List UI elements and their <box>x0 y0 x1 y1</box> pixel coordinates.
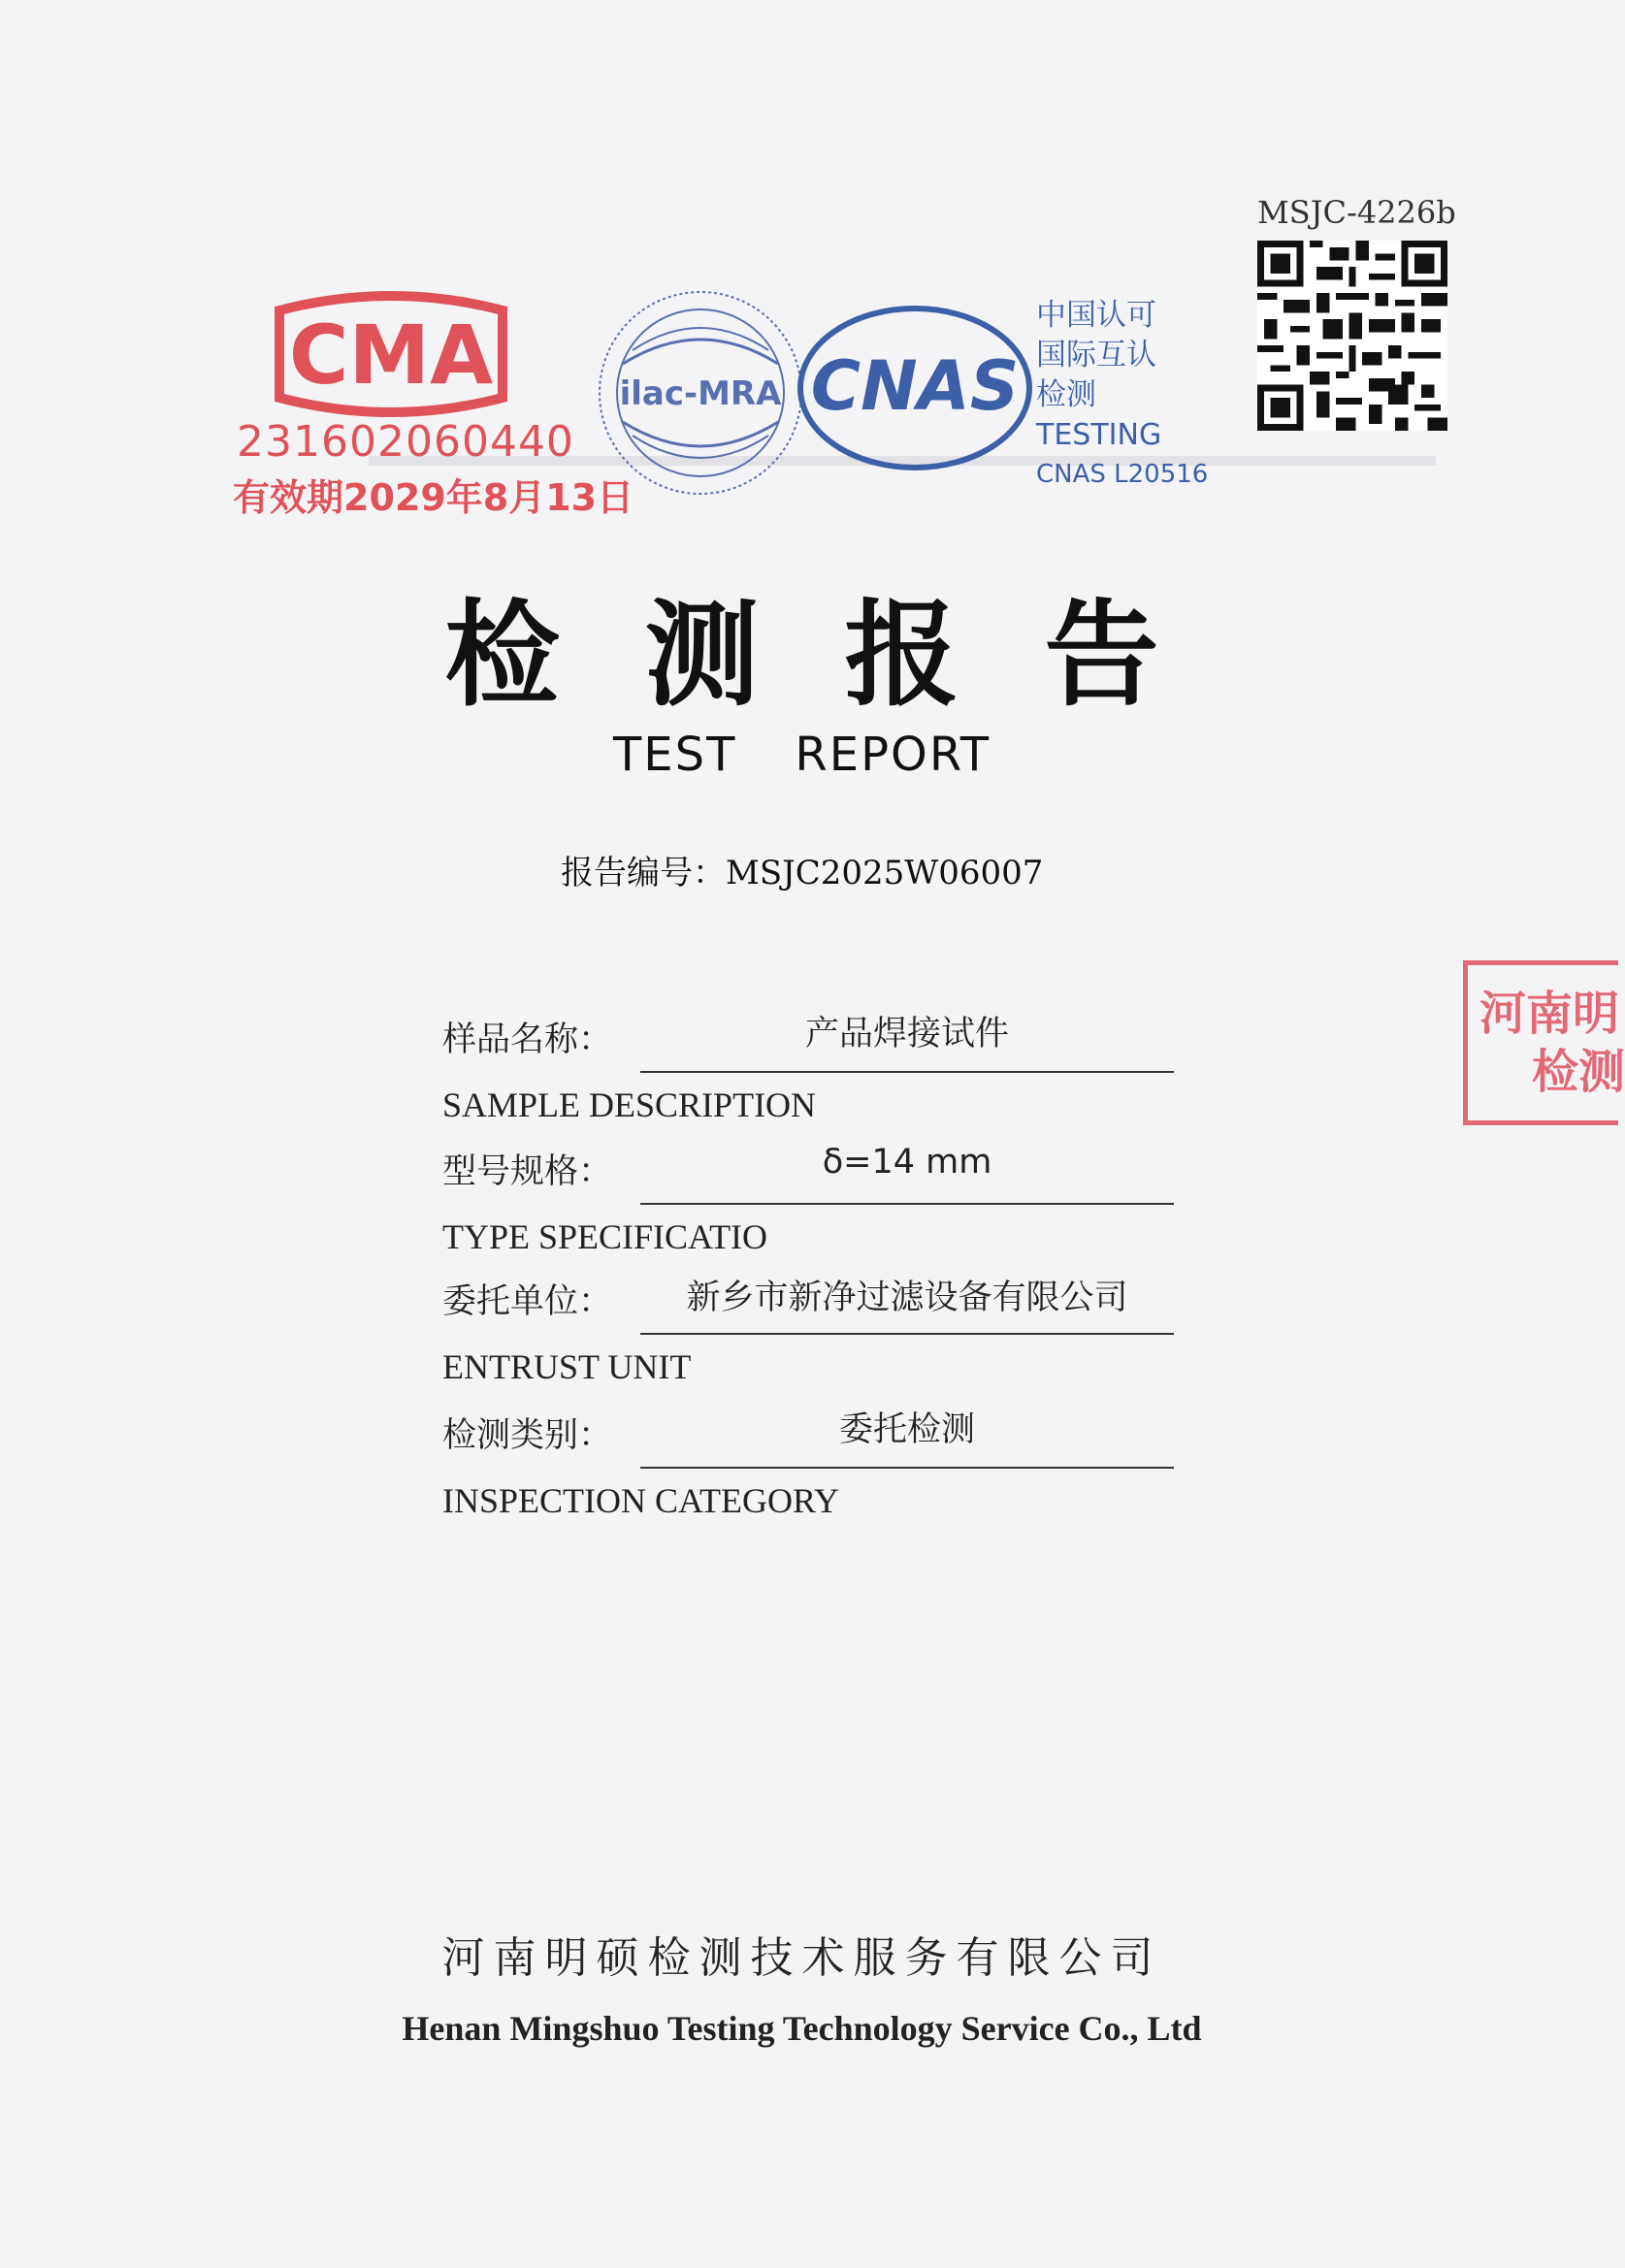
sample-name-value: 产品焊接试件 <box>804 1015 1009 1053</box>
stamp-line-2: 检测 <box>1532 1045 1625 1099</box>
inspection-category-underline <box>640 1467 1174 1469</box>
cnas-logo-icon <box>794 301 1036 475</box>
type-spec-underline <box>640 1203 1174 1205</box>
cma-logo-text: CMA <box>288 308 494 403</box>
ilac-logo-text: ilac-MRA <box>619 374 782 413</box>
report-number-value: MSJC2025W06007 <box>726 854 1044 892</box>
entrust-unit-label-en: ENTRUST UNIT <box>442 1347 692 1386</box>
cnas-logo-text: CNAS <box>810 346 1020 426</box>
report-title-en-1: TEST <box>612 728 737 782</box>
sample-name-label: 样品名称： <box>442 1021 613 1059</box>
inspection-category-value: 委托检测 <box>838 1410 975 1449</box>
cnas-line-5: CNAS L20516 <box>1036 460 1209 489</box>
cma-logo-icon <box>260 291 522 417</box>
cma-validity: 有效期2029年8月13日 <box>233 476 634 519</box>
entrust-unit-value: 新乡市新净过滤设备有限公司 <box>686 1279 1128 1317</box>
report-title-en-2: REPORT <box>795 728 991 782</box>
sample-description-label: SAMPLE DESCRIPTION <box>442 1085 817 1124</box>
entrust-unit-underline <box>640 1333 1174 1335</box>
report-number-label: 报告编号： <box>561 854 726 892</box>
cnas-line-4: TESTING <box>1036 418 1162 452</box>
company-seal-stamp <box>1463 960 1625 1125</box>
company-name-en: Henan Mingshuo Testing Technology Service Co., Ltd <box>402 2009 1202 2048</box>
type-spec-value: δ=14 mm <box>822 1143 992 1182</box>
company-name-cn: 河南明硕检测技术服务有限公司 <box>441 1933 1162 1983</box>
cnas-line-3: 检测 <box>1036 377 1096 412</box>
stamp-line-1: 河南明 <box>1479 987 1620 1041</box>
qr-code-icon <box>1257 241 1447 431</box>
inspection-category-label-cn: 检测类别： <box>442 1416 613 1455</box>
sample-name-underline <box>640 1071 1174 1073</box>
ilac-mra-logo-icon <box>594 286 807 500</box>
cma-cert-number: 231602060440 <box>237 417 574 467</box>
report-title-en <box>0 728 1604 782</box>
entrust-unit-label-cn: 委托单位： <box>442 1282 613 1321</box>
cnas-line-1: 中国认可 <box>1036 298 1156 333</box>
cnas-accreditation-text <box>1036 296 1208 495</box>
qr-code-label: MSJC-4226b <box>1257 194 1456 231</box>
report-title-cn: 检测报告 <box>444 587 1245 722</box>
cnas-line-2: 国际互认 <box>1036 338 1156 373</box>
type-spec-label: 型号规格： <box>442 1152 613 1191</box>
inspection-category-label-en: INSPECTION CATEGORY <box>442 1481 840 1520</box>
report-number <box>561 846 1043 893</box>
type-specification-label: TYPE SPECIFICATIO <box>442 1217 768 1256</box>
